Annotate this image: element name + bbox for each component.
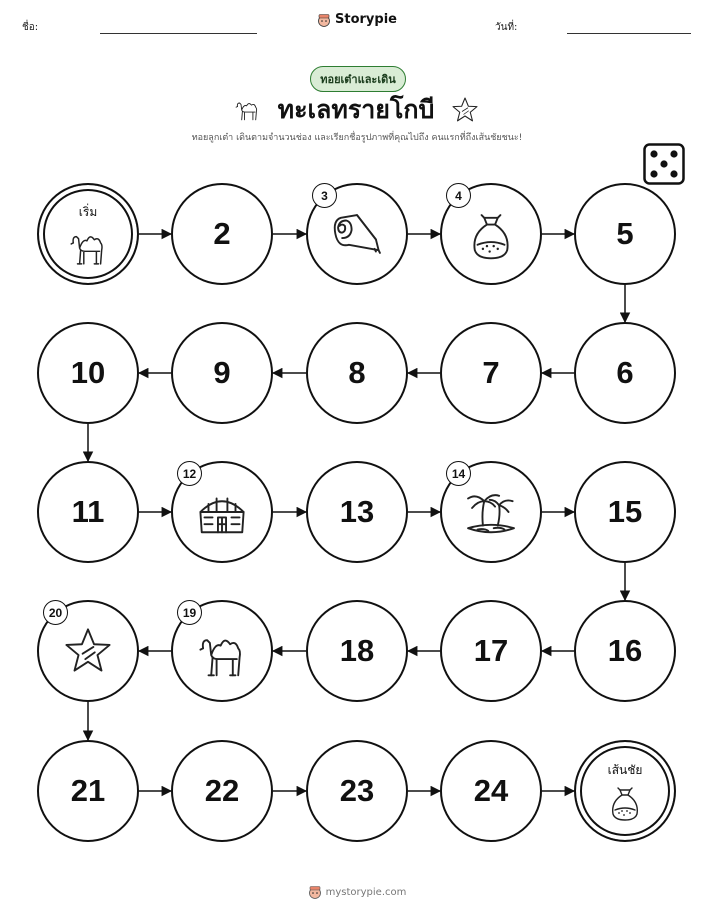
space-number: 23 [339,773,375,808]
date-label: วันที่: [495,22,518,33]
brand-name: Storypie [335,12,397,27]
board-space-23[interactable] [306,740,408,842]
game-type-badge: ทอยเต๋าและเดิน [310,66,406,92]
finish-space[interactable] [574,740,676,842]
board-space-4[interactable] [440,183,542,285]
instructions: ทอยลูกเต๋า เดินตามจำนวนช่อง และเรียกชื่อรูปภาพที่คุณไปถึง คนแรกที่ถึงเส้นชัยชนะ! [191,133,523,143]
space-number-tag: 19 [177,600,202,625]
oasis-palm-icon [464,485,518,539]
space-number: 15 [607,494,643,529]
space-number: 22 [204,773,240,808]
board-space-10[interactable] [37,322,139,424]
board-space-16[interactable] [574,600,676,702]
sand-bag-icon [605,782,645,822]
space-number: 16 [607,633,643,668]
board-space-3[interactable] [306,183,408,285]
space-number: 21 [70,773,106,808]
board-space-12[interactable] [171,461,273,563]
space-number: 6 [616,355,634,390]
space-number: 8 [348,355,366,390]
space-number-tag: 4 [446,183,471,208]
camel-icon [195,624,249,678]
space-number-tag: 20 [43,600,68,625]
board-space-24[interactable] [440,740,542,842]
space-number-tag: 12 [177,461,202,486]
space-number: 17 [473,633,509,668]
board-space-7[interactable] [440,322,542,424]
board-space-11[interactable] [37,461,139,563]
space-number: 18 [339,633,375,668]
start-label: เริ่ม [78,204,98,219]
space-number: 7 [482,355,500,390]
space-number: 11 [71,494,105,529]
board-space-9[interactable] [171,322,273,424]
name-label: ชื่อ: [22,22,39,33]
camel-icon [67,224,109,266]
storypie-logo-icon [308,885,322,899]
footer-url[interactable]: mystorypie.com [325,886,407,898]
star-icon [61,624,115,678]
space-number: 10 [70,355,106,390]
board-space-19[interactable] [171,600,273,702]
board-space-18[interactable] [306,600,408,702]
finish-label: เส้นชัย [607,762,643,777]
space-number: 24 [473,773,509,808]
board-space-6[interactable] [574,322,676,424]
start-space[interactable] [37,183,139,285]
space-number: 2 [213,216,231,251]
carpet-roll-icon [330,207,384,261]
board-space-15[interactable] [574,461,676,563]
space-number-tag: 14 [446,461,471,486]
sand-bag-icon [464,207,518,261]
board-space-20[interactable] [37,600,139,702]
board-space-22[interactable] [171,740,273,842]
board-space-21[interactable] [37,740,139,842]
board-space-2[interactable] [171,183,273,285]
space-number: 13 [339,494,375,529]
board-space-5[interactable] [574,183,676,285]
space-number: 5 [616,216,634,251]
board-space-17[interactable] [440,600,542,702]
board-space-8[interactable] [306,322,408,424]
board-space-13[interactable] [306,461,408,563]
yurt-icon [195,485,249,539]
page-title: ทะเลทรายโกบี [277,95,435,124]
board-space-14[interactable] [440,461,542,563]
space-number: 9 [213,355,231,390]
footer [0,885,714,899]
space-number-tag: 3 [312,183,337,208]
